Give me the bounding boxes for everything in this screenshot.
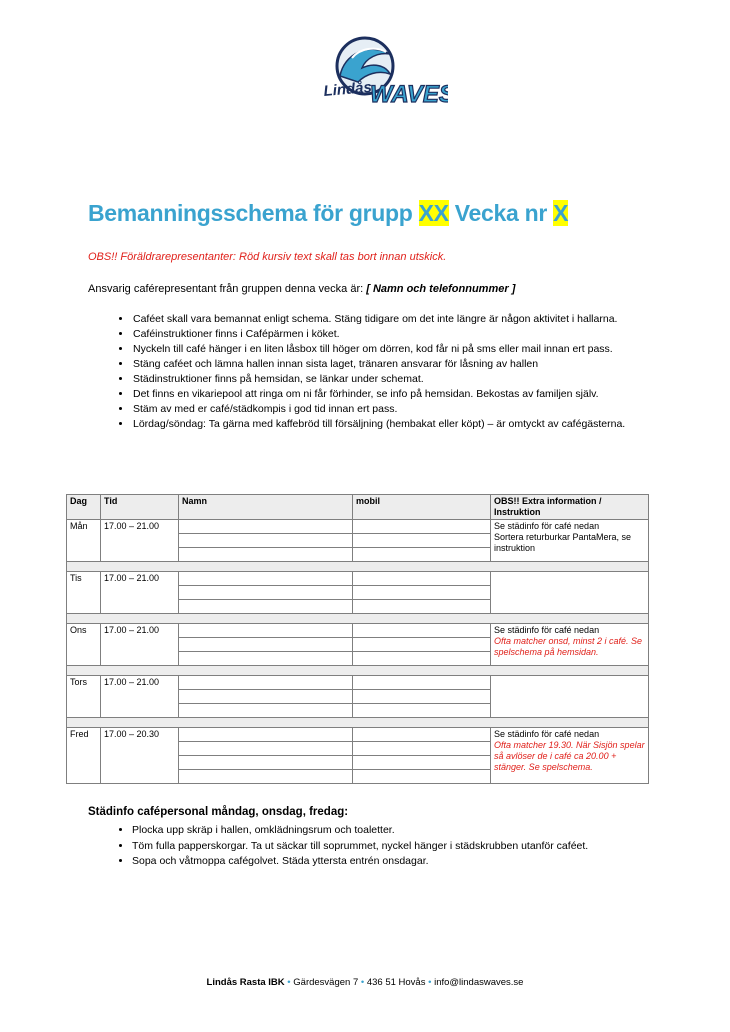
mobile-cell[interactable]: [353, 690, 491, 704]
info-text: Se städinfo för café nedan: [494, 625, 600, 635]
name-cell[interactable]: [179, 756, 353, 770]
name-cell[interactable]: [179, 520, 353, 534]
footer-email-link[interactable]: info@lindaswaves.se: [434, 977, 524, 988]
name-cell[interactable]: [179, 704, 353, 718]
table-row: [67, 520, 649, 534]
header-info: OBS!! Extra information / Instruktion: [491, 495, 649, 520]
name-cell[interactable]: [179, 600, 353, 614]
spacer-row: [67, 718, 649, 728]
mobile-cell[interactable]: [353, 638, 491, 652]
mobile-cell[interactable]: [353, 652, 491, 666]
name-cell[interactable]: [179, 690, 353, 704]
cleaning-list: [88, 823, 692, 870]
footer-separator: •: [287, 977, 291, 988]
footer-org: Lindås Rasta IBK: [206, 977, 285, 988]
rule-item: • Stäng caféet och lämna hallen innan sista laget, tränaren ansvarar för låsning av hallen: [132, 357, 672, 372]
time-cell: 17.00 – 20.30: [101, 728, 179, 784]
time-cell: 17.00 – 21.00: [101, 572, 179, 614]
name-cell[interactable]: [179, 572, 353, 586]
title-group-placeholder: XX: [418, 200, 449, 226]
mobile-cell[interactable]: [353, 520, 491, 534]
day-cell: Tis: [67, 572, 101, 614]
mobile-cell[interactable]: [353, 586, 491, 600]
spacer-row: [67, 666, 649, 676]
page-footer: [0, 977, 730, 988]
parent-notice: OBS!! Föräldrarepresentanter: Röd kursiv text skall tas bort innan utskick.: [88, 251, 447, 263]
mobile-cell[interactable]: [353, 676, 491, 690]
spacer-row: [67, 614, 649, 624]
logo-word-lindas: Lindås: [322, 78, 373, 100]
rule-item: • Städinstruktioner finns på hemsidan, se länkar under schemat.: [132, 372, 672, 387]
cleaning-item: • Plocka upp skräp i hallen, omklädningsrum och toaletter.: [132, 823, 692, 839]
time-cell: 17.00 – 21.00: [101, 676, 179, 718]
footer-separator: •: [428, 977, 432, 988]
header-day: Dag: [67, 495, 101, 520]
schedule-table: [66, 494, 649, 784]
logo-word-waves: WAVES: [370, 81, 448, 108]
spacer-row: [67, 562, 649, 572]
name-cell[interactable]: [179, 770, 353, 784]
footer-separator: •: [360, 977, 365, 988]
name-cell[interactable]: [179, 638, 353, 652]
info-cell: [491, 624, 649, 666]
day-cell: Mån: [67, 520, 101, 562]
info-cell: [491, 520, 649, 562]
info-text: Se städinfo för café nedan: [494, 729, 600, 739]
rule-item: • Lördag/söndag: Ta gärna med kaffebröd till försäljning (hembakat eller köpt) – är omtyckt av cafégästerna.: [132, 417, 672, 432]
rule-item: • Det finns en vikariepool att ringa om ni får förhinder, se info på hemsidan. Bekostas av familjen själv.: [132, 387, 672, 402]
mobile-cell[interactable]: [353, 770, 491, 784]
time-cell: 17.00 – 21.00: [101, 520, 179, 562]
name-cell[interactable]: [179, 548, 353, 562]
info-cell: [491, 728, 649, 784]
info-red-text: Ofta matcher onsd, minst 2 i café. Se spelschema på hemsidan.: [494, 636, 643, 657]
table-row: [67, 728, 649, 742]
table-row: [67, 572, 649, 586]
info-cell: [491, 676, 649, 718]
name-cell[interactable]: [179, 676, 353, 690]
responsible-placeholder: [ Namn och telefonnummer ]: [366, 283, 516, 295]
name-cell[interactable]: [179, 742, 353, 756]
footer-postal: 436 51 Hovås: [366, 977, 426, 988]
responsible-line: [88, 283, 515, 295]
table-row: [67, 624, 649, 638]
header-name: Namn: [179, 495, 353, 520]
info-text-2: Sortera returburkar PantaMera, se instruktion: [494, 532, 632, 553]
time-cell: 17.00 – 21.00: [101, 624, 179, 666]
rule-item: • Caféet skall vara bemannat enligt schema. Stäng tidigare om det inte längre är någon aktivitet i hallarna.: [132, 312, 672, 327]
cleaning-heading: Städinfo cafépersonal måndag, onsdag, fredag:: [88, 806, 349, 818]
mobile-cell[interactable]: [353, 756, 491, 770]
rule-item: • Caféinstruktioner finns i Cafépärmen i köket.: [132, 327, 672, 342]
info-text: Se städinfo för café nedan: [494, 521, 600, 531]
name-cell[interactable]: [179, 586, 353, 600]
title-text-2: Vecka nr: [448, 200, 554, 226]
mobile-cell[interactable]: [353, 704, 491, 718]
mobile-cell[interactable]: [353, 728, 491, 742]
mobile-cell[interactable]: [353, 742, 491, 756]
cleaning-item: • Sopa och våtmoppa cafégolvet. Städa yttersta entrén onsdagar.: [132, 854, 692, 870]
club-logo: [282, 36, 448, 112]
day-cell: Tors: [67, 676, 101, 718]
title-text-1: Bemanningsschema för grupp: [88, 200, 419, 226]
header-time: Tid: [101, 495, 179, 520]
mobile-cell[interactable]: [353, 624, 491, 638]
header-mobile: mobil: [353, 495, 491, 520]
title-week-placeholder: X: [553, 200, 569, 226]
info-red-text: Ofta matcher 19.30. När Sisjön spelar så avlöser de i café ca 20.00 + stänger. Se spelschema.: [494, 740, 645, 772]
mobile-cell[interactable]: [353, 548, 491, 562]
footer-address: Gärdesvägen 7: [293, 977, 359, 988]
table-row: [67, 676, 649, 690]
page-title: [88, 200, 568, 227]
cleaning-item: • Töm fulla papperskorgar. Ta ut säckar till soprummet, nyckel hänger i städskrubben utanför caféet.: [132, 839, 692, 855]
day-cell: Fred: [67, 728, 101, 784]
rules-list: [88, 312, 672, 432]
responsible-label: Ansvarig caférepresentant från gruppen denna vecka är:: [88, 283, 367, 295]
table-header-row: [67, 495, 649, 520]
info-cell: [491, 572, 649, 614]
name-cell[interactable]: [179, 534, 353, 548]
name-cell[interactable]: [179, 624, 353, 638]
day-cell: Ons: [67, 624, 101, 666]
rule-item: • Stäm av med er café/städkompis i god tid innan ert pass.: [132, 402, 672, 417]
name-cell[interactable]: [179, 728, 353, 742]
rule-item: • Nyckeln till café hänger i en liten låsbox till höger om dörren, kod får ni på sms eller mail innan ert pass.: [132, 342, 672, 357]
mobile-cell[interactable]: [353, 600, 491, 614]
mobile-cell[interactable]: [353, 572, 491, 586]
mobile-cell[interactable]: [353, 534, 491, 548]
name-cell[interactable]: [179, 652, 353, 666]
